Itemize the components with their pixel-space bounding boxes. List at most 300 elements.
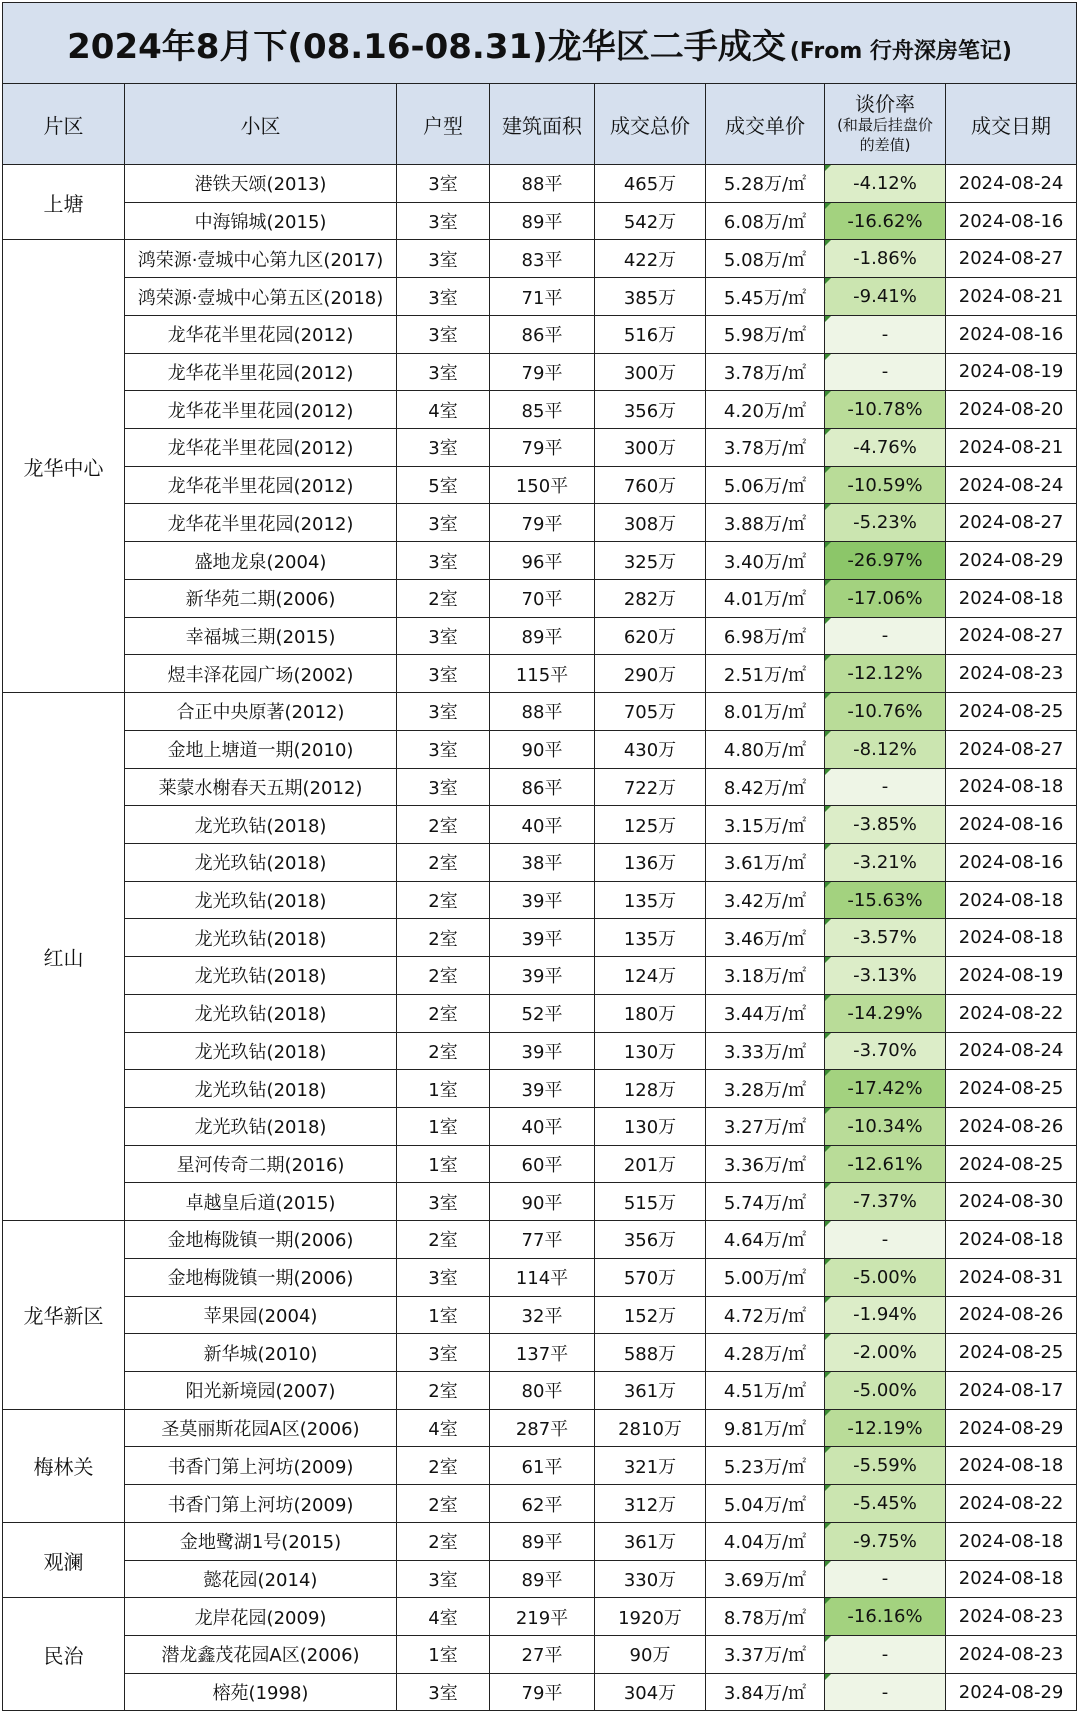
cell-layout: 3室 [397,429,490,467]
cell-community: 金地上塘道一期(2010) [125,730,397,768]
cell-area: 83平 [490,240,595,278]
table-row [3,1598,1077,1636]
table-row [3,1145,1077,1183]
cell-area: 219平 [490,1598,595,1636]
cell-unit-price: 8.42万/㎡ [706,768,825,806]
header-area: 建筑面积 [490,84,595,165]
cell-total-price: 542万 [595,202,706,240]
cell-total-price: 90万 [595,1636,706,1674]
cell-date: 2024-08-18 [946,1221,1077,1259]
cell-total-price: 2810万 [595,1409,706,1447]
cell-total-price: 330万 [595,1560,706,1598]
cell-layout: 3室 [397,353,490,391]
cell-total-price: 570万 [595,1258,706,1296]
cell-total-price: 356万 [595,391,706,429]
cell-area: 60平 [490,1145,595,1183]
cell-total-price: 130万 [595,1032,706,1070]
cell-community: 盛地龙泉(2004) [125,542,397,580]
cell-community: 龙光玖钻(2018) [125,881,397,919]
cell-unit-price: 2.51万/㎡ [706,655,825,693]
cell-community: 龙光玖钻(2018) [125,806,397,844]
cell-community: 龙华花半里花园(2012) [125,353,397,391]
cell-discount-rate: -8.12% [825,730,946,768]
cell-unit-price: 3.33万/㎡ [706,1032,825,1070]
cell-community: 龙光玖钻(2018) [125,1070,397,1108]
cell-layout: 1室 [397,1296,490,1334]
table-row [3,1221,1077,1259]
table-row [3,881,1077,919]
cell-discount-rate: -5.23% [825,504,946,542]
cell-total-price: 516万 [595,315,706,353]
cell-discount-rate: -10.34% [825,1107,946,1145]
cell-total-price: 308万 [595,504,706,542]
cell-total-price: 361万 [595,1522,706,1560]
cell-discount-rate: -17.42% [825,1070,946,1108]
cell-area: 77平 [490,1221,595,1259]
cell-date: 2024-08-18 [946,1522,1077,1560]
cell-unit-price: 3.15万/㎡ [706,806,825,844]
table-row [3,1522,1077,1560]
cell-date: 2024-08-16 [946,315,1077,353]
cell-date: 2024-08-22 [946,994,1077,1032]
cell-total-price: 430万 [595,730,706,768]
table-row [3,278,1077,316]
cell-discount-rate: -15.63% [825,881,946,919]
table-row [3,466,1077,504]
table-row [3,1107,1077,1145]
cell-layout: 1室 [397,1636,490,1674]
cell-unit-price: 3.37万/㎡ [706,1636,825,1674]
cell-date: 2024-08-25 [946,1145,1077,1183]
cell-total-price: 705万 [595,693,706,731]
cell-community: 鸿荣源·壹城中心第五区(2018) [125,278,397,316]
cell-layout: 3室 [397,278,490,316]
cell-area: 90平 [490,1183,595,1221]
table-row [3,1485,1077,1523]
header-district: 片区 [3,84,125,165]
cell-discount-rate: -12.61% [825,1145,946,1183]
cell-layout: 3室 [397,165,490,203]
header-total-price: 成交总价 [595,84,706,165]
cell-date: 2024-08-22 [946,1485,1077,1523]
table-row [3,655,1077,693]
table-row [3,1673,1077,1711]
cell-area: 39平 [490,1032,595,1070]
cell-date: 2024-08-16 [946,843,1077,881]
cell-total-price: 722万 [595,768,706,806]
cell-date: 2024-08-29 [946,1409,1077,1447]
cell-discount-rate: -16.62% [825,202,946,240]
cell-date: 2024-08-24 [946,165,1077,203]
cell-total-price: 201万 [595,1145,706,1183]
cell-discount-rate: -12.12% [825,655,946,693]
table-row [3,1070,1077,1108]
cell-district: 观澜 [3,1522,125,1597]
cell-district: 龙华新区 [3,1221,125,1410]
table-row [3,542,1077,580]
cell-date: 2024-08-21 [946,278,1077,316]
header-row [3,84,1077,165]
cell-area: 287平 [490,1409,595,1447]
cell-area: 86平 [490,315,595,353]
cell-layout: 3室 [397,768,490,806]
cell-layout: 2室 [397,919,490,957]
cell-layout: 3室 [397,1673,490,1711]
cell-date: 2024-08-18 [946,919,1077,957]
cell-area: 39平 [490,881,595,919]
cell-area: 89平 [490,1522,595,1560]
cell-unit-price: 8.01万/㎡ [706,693,825,731]
cell-layout: 2室 [397,1447,490,1485]
cell-date: 2024-08-25 [946,1334,1077,1372]
cell-unit-price: 5.04万/㎡ [706,1485,825,1523]
cell-discount-rate: -5.59% [825,1447,946,1485]
cell-area: 70平 [490,579,595,617]
cell-date: 2024-08-18 [946,1560,1077,1598]
cell-community: 中海锦城(2015) [125,202,397,240]
cell-discount-rate: -16.16% [825,1598,946,1636]
table-row [3,202,1077,240]
cell-date: 2024-08-29 [946,1673,1077,1711]
cell-date: 2024-08-25 [946,693,1077,731]
cell-layout: 3室 [397,1560,490,1598]
cell-layout: 3室 [397,1334,490,1372]
cell-layout: 3室 [397,1183,490,1221]
cell-unit-price: 9.81万/㎡ [706,1409,825,1447]
cell-area: 52平 [490,994,595,1032]
cell-unit-price: 6.08万/㎡ [706,202,825,240]
cell-date: 2024-08-16 [946,806,1077,844]
cell-community: 懿花园(2014) [125,1560,397,1598]
table-row [3,1258,1077,1296]
cell-area: 79平 [490,1673,595,1711]
table-row [3,1032,1077,1070]
table-row [3,994,1077,1032]
cell-district: 梅林关 [3,1409,125,1522]
cell-total-price: 136万 [595,843,706,881]
table-body [3,165,1077,1711]
cell-unit-price: 4.51万/㎡ [706,1372,825,1410]
table-row [3,240,1077,278]
cell-community: 莱蒙水榭春天五期(2012) [125,768,397,806]
table-row [3,843,1077,881]
cell-total-price: 325万 [595,542,706,580]
cell-unit-price: 5.00万/㎡ [706,1258,825,1296]
cell-community: 新华苑二期(2006) [125,579,397,617]
cell-date: 2024-08-31 [946,1258,1077,1296]
cell-area: 40平 [490,1107,595,1145]
cell-community: 龙光玖钻(2018) [125,843,397,881]
cell-date: 2024-08-27 [946,504,1077,542]
cell-total-price: 135万 [595,881,706,919]
cell-area: 79平 [490,429,595,467]
cell-area: 79平 [490,353,595,391]
table-row [3,1447,1077,1485]
cell-discount-rate: -26.97% [825,542,946,580]
cell-area: 80平 [490,1372,595,1410]
cell-layout: 2室 [397,1485,490,1523]
cell-layout: 2室 [397,881,490,919]
table-row [3,579,1077,617]
cell-total-price: 290万 [595,655,706,693]
cell-layout: 2室 [397,994,490,1032]
cell-community: 龙华花半里花园(2012) [125,315,397,353]
table-row [3,617,1077,655]
cell-discount-rate: -3.70% [825,1032,946,1070]
cell-date: 2024-08-16 [946,202,1077,240]
cell-unit-price: 3.78万/㎡ [706,429,825,467]
cell-area: 39平 [490,1070,595,1108]
table-row [3,391,1077,429]
cell-community: 星河传奇二期(2016) [125,1145,397,1183]
cell-unit-price: 3.18万/㎡ [706,957,825,995]
table-row [3,1636,1077,1674]
title-text: 2024年8月下(08.16-08.31)龙华区二手成交 [67,26,786,67]
cell-date: 2024-08-23 [946,1598,1077,1636]
cell-discount-rate: -10.59% [825,466,946,504]
cell-unit-price: 3.27万/㎡ [706,1107,825,1145]
cell-discount-rate: -3.57% [825,919,946,957]
cell-total-price: 152万 [595,1296,706,1334]
cell-area: 137平 [490,1334,595,1372]
cell-total-price: 312万 [595,1485,706,1523]
cell-total-price: 1920万 [595,1598,706,1636]
cell-date: 2024-08-18 [946,881,1077,919]
table-row [3,1334,1077,1372]
cell-unit-price: 4.20万/㎡ [706,391,825,429]
header-unit-price: 成交单价 [706,84,825,165]
cell-area: 90平 [490,730,595,768]
cell-total-price: 135万 [595,919,706,957]
cell-unit-price: 4.64万/㎡ [706,1221,825,1259]
cell-layout: 4室 [397,1598,490,1636]
cell-discount-rate: -4.12% [825,165,946,203]
cell-unit-price: 4.01万/㎡ [706,579,825,617]
cell-total-price: 130万 [595,1107,706,1145]
transaction-sheet [2,2,1076,1711]
cell-discount-rate: -5.00% [825,1372,946,1410]
cell-layout: 3室 [397,315,490,353]
cell-unit-price: 4.04万/㎡ [706,1522,825,1560]
cell-community: 龙光玖钻(2018) [125,919,397,957]
header-date: 成交日期 [946,84,1077,165]
table-row [3,1296,1077,1334]
table-row [3,957,1077,995]
table-row [3,1183,1077,1221]
cell-discount-rate: - [825,315,946,353]
cell-date: 2024-08-18 [946,768,1077,806]
cell-community: 卓越皇后道(2015) [125,1183,397,1221]
cell-community: 龙光玖钻(2018) [125,1107,397,1145]
table-row [3,806,1077,844]
cell-discount-rate: -10.76% [825,693,946,731]
cell-unit-price: 3.78万/㎡ [706,353,825,391]
cell-community: 圣莫丽斯花园A区(2006) [125,1409,397,1447]
cell-unit-price: 3.28万/㎡ [706,1070,825,1108]
cell-unit-price: 3.61万/㎡ [706,843,825,881]
header-rate-note-2: 的差值) [859,136,911,154]
cell-community: 港铁天颂(2013) [125,165,397,203]
cell-date: 2024-08-20 [946,391,1077,429]
cell-community: 榕苑(1998) [125,1673,397,1711]
cell-area: 85平 [490,391,595,429]
cell-total-price: 300万 [595,353,706,391]
cell-area: 61平 [490,1447,595,1485]
cell-date: 2024-08-24 [946,1032,1077,1070]
cell-date: 2024-08-18 [946,1447,1077,1485]
table-row [3,165,1077,203]
cell-date: 2024-08-23 [946,1636,1077,1674]
cell-area: 114平 [490,1258,595,1296]
cell-community: 煜丰泽花园广场(2002) [125,655,397,693]
cell-unit-price: 3.69万/㎡ [706,1560,825,1598]
cell-area: 62平 [490,1485,595,1523]
cell-discount-rate: -5.00% [825,1258,946,1296]
cell-unit-price: 4.80万/㎡ [706,730,825,768]
cell-date: 2024-08-18 [946,579,1077,617]
cell-community: 书香门第上河坊(2009) [125,1485,397,1523]
cell-community: 苹果园(2004) [125,1296,397,1334]
cell-total-price: 300万 [595,429,706,467]
cell-area: 40平 [490,806,595,844]
cell-discount-rate: -10.78% [825,391,946,429]
cell-date: 2024-08-27 [946,617,1077,655]
cell-layout: 3室 [397,1258,490,1296]
header-rate-note: (和最后挂盘价 [837,115,933,134]
cell-layout: 3室 [397,693,490,731]
cell-total-price: 515万 [595,1183,706,1221]
cell-layout: 2室 [397,1032,490,1070]
cell-discount-rate: -1.94% [825,1296,946,1334]
table-row [3,315,1077,353]
cell-district: 红山 [3,693,125,1221]
cell-unit-price: 5.45万/㎡ [706,278,825,316]
cell-area: 27平 [490,1636,595,1674]
cell-total-price: 128万 [595,1070,706,1108]
table-row [3,768,1077,806]
header-discount-rate [825,84,946,165]
cell-layout: 4室 [397,391,490,429]
cell-total-price: 422万 [595,240,706,278]
cell-layout: 3室 [397,504,490,542]
cell-unit-price: 3.40万/㎡ [706,542,825,580]
cell-date: 2024-08-21 [946,429,1077,467]
cell-discount-rate: -3.85% [825,806,946,844]
cell-discount-rate: -5.45% [825,1485,946,1523]
cell-total-price: 125万 [595,806,706,844]
table-row [3,919,1077,957]
table-row [3,353,1077,391]
cell-unit-price: 5.74万/㎡ [706,1183,825,1221]
transaction-table [2,2,1077,1711]
cell-discount-rate: -1.86% [825,240,946,278]
cell-total-price: 321万 [595,1447,706,1485]
cell-discount-rate: - [825,1636,946,1674]
header-layout: 户型 [397,84,490,165]
cell-community: 潜龙鑫茂花园A区(2006) [125,1636,397,1674]
cell-district: 上塘 [3,165,125,240]
cell-discount-rate: -14.29% [825,994,946,1032]
cell-area: 150平 [490,466,595,504]
cell-layout: 4室 [397,1409,490,1447]
cell-community: 金地梅陇镇一期(2006) [125,1221,397,1259]
cell-date: 2024-08-27 [946,730,1077,768]
cell-area: 86平 [490,768,595,806]
cell-layout: 3室 [397,542,490,580]
cell-total-price: 180万 [595,994,706,1032]
cell-total-price: 620万 [595,617,706,655]
cell-community: 龙华花半里花园(2012) [125,466,397,504]
cell-discount-rate: - [825,1560,946,1598]
cell-district: 龙华中心 [3,240,125,693]
cell-layout: 2室 [397,579,490,617]
cell-unit-price: 6.98万/㎡ [706,617,825,655]
cell-date: 2024-08-23 [946,655,1077,693]
cell-community: 龙光玖钻(2018) [125,957,397,995]
cell-layout: 2室 [397,806,490,844]
cell-discount-rate: - [825,617,946,655]
table-title [3,3,1077,84]
cell-area: 88平 [490,693,595,731]
cell-discount-rate: -3.21% [825,843,946,881]
cell-layout: 3室 [397,655,490,693]
cell-layout: 2室 [397,1372,490,1410]
cell-unit-price: 4.28万/㎡ [706,1334,825,1372]
cell-discount-rate: -9.41% [825,278,946,316]
cell-date: 2024-08-26 [946,1296,1077,1334]
cell-district: 民治 [3,1598,125,1711]
cell-discount-rate: -2.00% [825,1334,946,1372]
cell-date: 2024-08-27 [946,240,1077,278]
cell-layout: 5室 [397,466,490,504]
cell-community: 幸福城三期(2015) [125,617,397,655]
cell-area: 39平 [490,919,595,957]
cell-community: 龙华花半里花园(2012) [125,504,397,542]
cell-total-price: 760万 [595,466,706,504]
cell-discount-rate: -12.19% [825,1409,946,1447]
cell-layout: 1室 [397,1070,490,1108]
cell-date: 2024-08-26 [946,1107,1077,1145]
cell-community: 龙光玖钻(2018) [125,1032,397,1070]
cell-unit-price: 3.46万/㎡ [706,919,825,957]
cell-unit-price: 4.72万/㎡ [706,1296,825,1334]
cell-layout: 2室 [397,1522,490,1560]
cell-total-price: 356万 [595,1221,706,1259]
cell-area: 89平 [490,617,595,655]
cell-total-price: 304万 [595,1673,706,1711]
cell-community: 龙光玖钻(2018) [125,994,397,1032]
cell-unit-price: 5.98万/㎡ [706,315,825,353]
cell-community: 龙岸花园(2009) [125,1598,397,1636]
cell-unit-price: 5.08万/㎡ [706,240,825,278]
table-row [3,1409,1077,1447]
cell-date: 2024-08-19 [946,957,1077,995]
cell-discount-rate: -4.76% [825,429,946,467]
cell-unit-price: 5.23万/㎡ [706,1447,825,1485]
cell-total-price: 385万 [595,278,706,316]
cell-area: 38平 [490,843,595,881]
cell-date: 2024-08-30 [946,1183,1077,1221]
cell-unit-price: 5.06万/㎡ [706,466,825,504]
cell-area: 39平 [490,957,595,995]
cell-layout: 2室 [397,1221,490,1259]
cell-community: 龙华花半里花园(2012) [125,391,397,429]
header-community: 小区 [125,84,397,165]
cell-discount-rate: - [825,353,946,391]
cell-layout: 1室 [397,1145,490,1183]
cell-total-price: 465万 [595,165,706,203]
cell-community: 鸿荣源·壹城中心第九区(2017) [125,240,397,278]
